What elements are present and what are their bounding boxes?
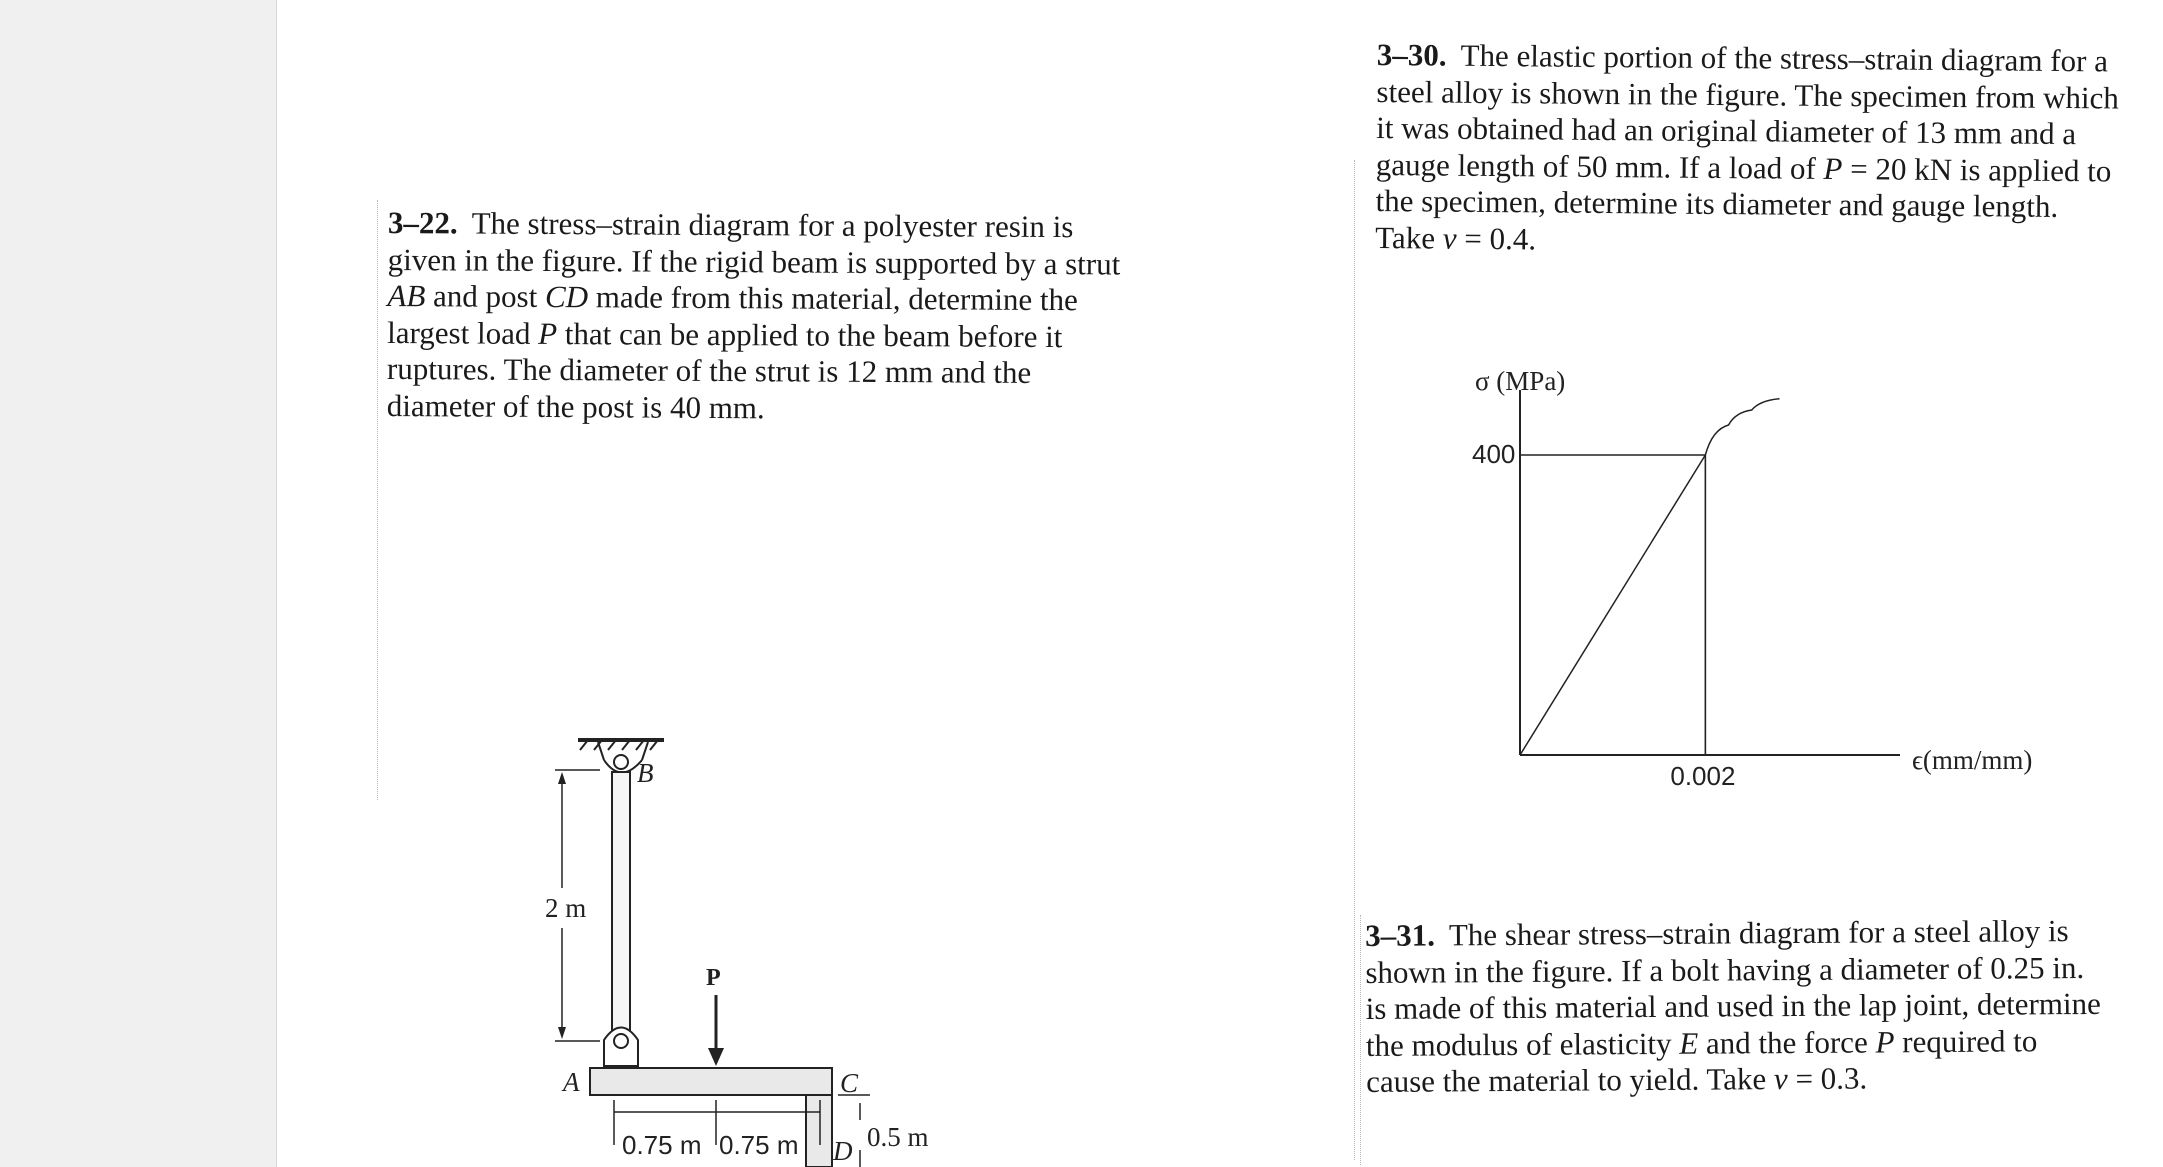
problem-text: = 0.4. — [1456, 220, 1537, 256]
scan-margin-rule-left — [377, 200, 378, 800]
var-P: P — [1823, 150, 1843, 186]
problem-text: The elastic portion of the stress–strain diagram for a — [1460, 37, 2109, 79]
dim-left-label: 0.75 m — [622, 1130, 702, 1160]
problem-3-31-line-3: is made of this material and used in the lap joint, determine — [1365, 985, 2101, 1026]
problem-3-30-line-6 — [1375, 219, 2143, 262]
problem-3-22-line-6: diameter of the post is 40 mm. — [386, 387, 765, 425]
problem-text: = 0.3. — [1787, 1060, 1868, 1097]
problem-3-30-line-2: steel alloy is shown in the figure. The specimen from which — [1376, 73, 2120, 115]
label-D: D — [833, 1136, 853, 1166]
problem-3-30-line-3: it was obtained had an original diameter of 13 mm and a — [1376, 109, 2077, 152]
var-AB: AB — [387, 277, 426, 314]
var-nu: ν — [1442, 220, 1457, 256]
var-E: E — [1679, 1025, 1699, 1061]
problem-text: Take — [1375, 219, 1443, 256]
scan-margin-rule-right — [1354, 160, 1355, 1160]
problem-3-31-line-5 — [1366, 1059, 2141, 1101]
left-gutter — [0, 0, 277, 1167]
problem-number: 3–30. — [1376, 37, 1447, 73]
problem-text: required to — [1894, 1022, 2038, 1059]
var-nu: ν — [1773, 1061, 1788, 1097]
x-axis-label: ϵ(mm/mm) — [1912, 745, 2033, 775]
problem-text: = 20 kN is applied to — [1842, 150, 2112, 188]
problem-3-31-line-2: shown in the figure. If a bolt having a diameter of 0.25 in. — [1365, 949, 2085, 990]
problem-3-22-line-1 — [388, 205, 1168, 246]
label-A: A — [563, 1067, 580, 1097]
problem-number: 3–31. — [1365, 917, 1435, 953]
problem-text: gauge length of 50 mm. If a load of — [1375, 146, 1824, 186]
problem-number: 3–22. — [387, 205, 458, 241]
problem-text: largest load — [387, 314, 539, 351]
label-C: C — [840, 1068, 859, 1098]
problem-3-30-line-1 — [1377, 37, 2145, 80]
x-tick-label-0002: 0.002 — [1670, 761, 1736, 791]
problem-3-31-line-4 — [1366, 1022, 2141, 1064]
problem-text: that can be applied to the beam before it — [557, 315, 1063, 354]
problem-3-31 — [1365, 913, 2141, 1101]
dim-post-label: 0.5 m — [867, 1122, 929, 1152]
problem-text: The stress–strain diagram for a polyester resin is — [471, 205, 1074, 245]
problem-text: made from this material, determine the — [587, 279, 1078, 318]
problem-text: and post — [425, 278, 546, 314]
dim-height-label: 2 m — [545, 893, 587, 923]
problem-3-30-line-5: the specimen, determine its diameter and gauge length. — [1375, 182, 2059, 224]
var-P: P — [1875, 1023, 1895, 1059]
problem-text: the modulus of elasticity — [1365, 1025, 1680, 1063]
problem-text: The shear stress–strain diagram for a steel alloy is — [1448, 913, 2069, 953]
problem-3-22-line-2: given in the figure. If the rigid beam is supported by a strut — [387, 241, 1121, 281]
scan-margin-rule-lower — [1360, 915, 1361, 1165]
problem-3-30 — [1375, 37, 2145, 263]
problem-text: and the force — [1698, 1023, 1876, 1061]
label-B: B — [637, 758, 654, 788]
label-P: P — [706, 965, 721, 991]
dim-right-label: 0.75 m — [719, 1130, 799, 1160]
problem-3-22-line-4 — [387, 314, 1167, 355]
y-axis-label: σ (MPa) — [1475, 366, 1566, 396]
problem-3-22-line-5: ruptures. The diameter of the strut is 12 mm and the — [386, 350, 1032, 390]
problem-text: cause the material to yield. Take — [1366, 1061, 1775, 1099]
y-tick-label-400: 400 — [1472, 439, 1516, 469]
var-P: P — [538, 315, 558, 351]
problem-3-22-line-3 — [387, 278, 1167, 319]
problem-3-31-line-1 — [1365, 913, 2140, 955]
var-CD: CD — [544, 278, 589, 315]
problem-3-22 — [387, 205, 1168, 429]
